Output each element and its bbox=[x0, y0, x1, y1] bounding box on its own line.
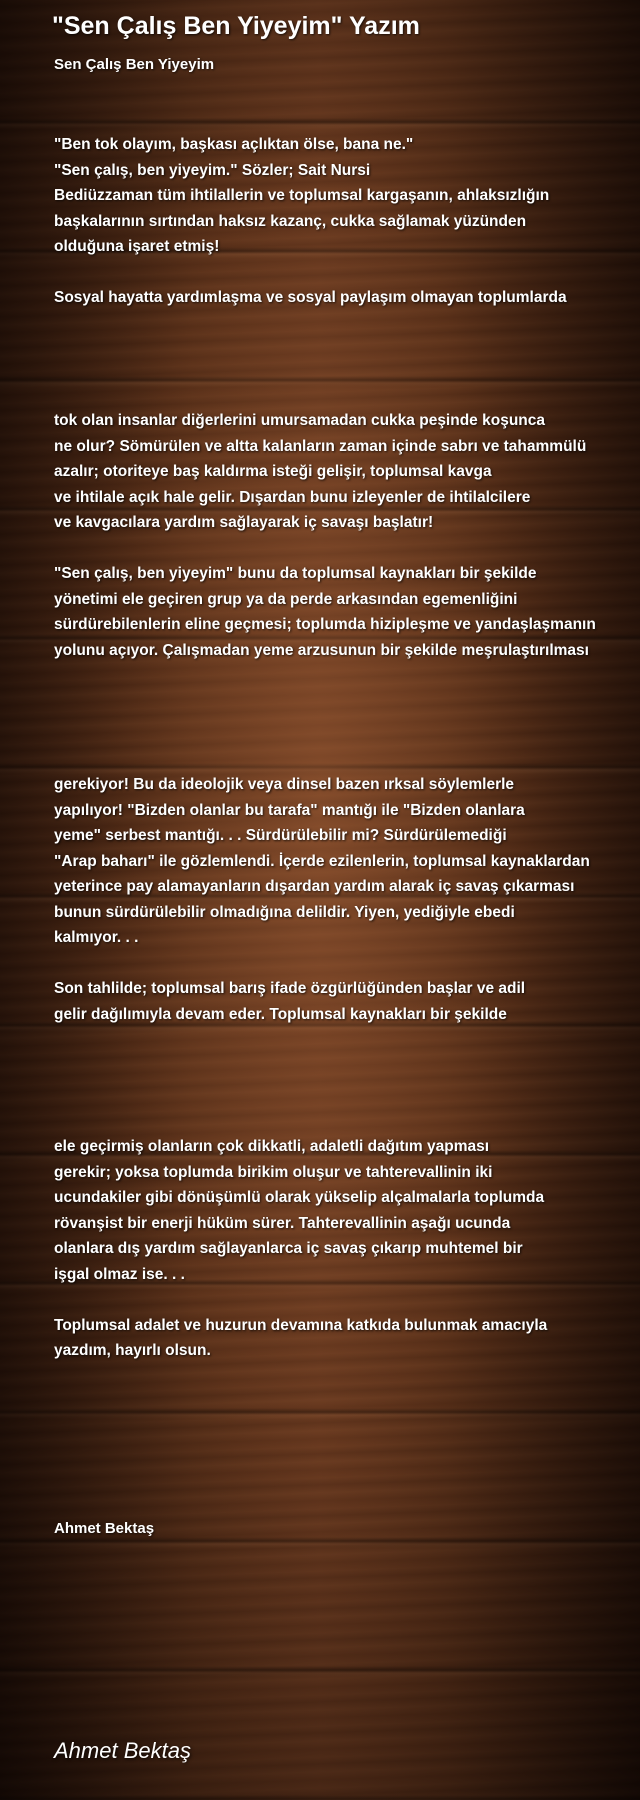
poem-line: rövanşist bir enerji hüküm sürer. Tahterevallinin aşağı ucunda bbox=[54, 1214, 511, 1232]
poem-line: ucundakiler gibi dönüşümlü olarak yükselip alçalmalarla toplumda bbox=[54, 1189, 545, 1206]
poem-line bbox=[54, 951, 634, 977]
poem-line: yazdım, hayırlı olsun. bbox=[54, 1342, 211, 1359]
poem-line: "Sen çalış, ben yiyeyim" bunu da toplumsal kaynakları bir şekilde bbox=[54, 565, 537, 582]
poem-line: "Arap baharı" ile gözlemlendi. İçerde ezilenlerin, toplumsal kaynaklardan bbox=[54, 852, 590, 870]
poem-line: olanlara dış yardım sağlayanlarca iç savaş çıkarıp muhtemel bir bbox=[54, 1240, 523, 1257]
poem-line: bunun sürdürülebilir olmadığına delildir. Yiyen, yediğiyle ebedi bbox=[54, 903, 515, 921]
poem-line: yapılıyor! "Bizden olanlar bu tarafa" mantığı ile "Bizden olanlara bbox=[54, 801, 525, 819]
poem-line: gerekiyor! Bu da ideolojik veya dinsel bazen ırksal söylemlerle bbox=[54, 776, 515, 793]
poem-line: yönetimi ele geçiren grup ya da perde arkasından egemenliğini bbox=[54, 590, 518, 608]
poem-line: ele geçirmiş olanların çok dikkatli, adaletli dağıtım yapması bbox=[54, 1138, 490, 1155]
author-signature: Ahmet Bektaş bbox=[54, 1738, 191, 1763]
poem-line: yeme" serbest mantığı. . . Sürdürülebilir mi? Sürdürülemediği bbox=[54, 827, 507, 844]
poem-stanza-3 bbox=[54, 772, 634, 1027]
poem-line bbox=[54, 1287, 634, 1313]
poem-line: ve kavgacılara yardım sağlayarak iç savaşı başlatır! bbox=[54, 514, 434, 531]
poem-line: olduğuna işaret etmiş! bbox=[54, 238, 220, 255]
poem-line: ne olur? Sömürülen ve altta kalanların zaman içinde sabrı ve tahammülü bbox=[54, 437, 587, 455]
poem-line: işgal olmaz ise. . . bbox=[54, 1265, 185, 1283]
poem-stanza-1 bbox=[54, 132, 634, 311]
poem-line: yeterince pay alamayanların dışardan yardım alarak iç savaş çıkarması bbox=[54, 878, 575, 895]
poem-line: yolunu açıyor. Çalışmadan yeme arzusunun bir şekilde meşrulaştırılması bbox=[54, 641, 589, 659]
poem-line: Son tahlilde; toplumsal barış ifade özgürlüğünden başlar ve adil bbox=[54, 980, 526, 997]
poem-line: başkalarının sırtından haksız kazanç, cukka sağlamak yüzünden bbox=[54, 212, 527, 230]
page-subtitle: Sen Çalış Ben Yiyeyim bbox=[54, 56, 215, 73]
poem-line: sürdürebilenlerin eline geçmesi; toplumda hizipleşme ve yandaşlaşmanın bbox=[54, 616, 596, 633]
poem-line bbox=[54, 260, 634, 286]
poem-line: tok olan insanlar diğerlerini umursamadan cukka peşinde koşunca bbox=[54, 412, 545, 429]
page-title: "Sen Çalış Ben Yiyeyim" Yazım bbox=[52, 12, 420, 40]
poem-line: azalır; otoriteye baş kaldırma isteği gelişir, toplumsal kavga bbox=[54, 463, 492, 480]
poem-stanza-2 bbox=[54, 408, 634, 663]
poem-line: Sosyal hayatta yardımlaşma ve sosyal paylaşım olmayan toplumlarda bbox=[54, 289, 567, 306]
poem-line: gelir dağılımıyla devam eder. Toplumsal kaynakları bir şekilde bbox=[54, 1005, 507, 1023]
author-name: Ahmet Bektaş bbox=[54, 1520, 155, 1537]
poem-line: kalmıyor. . . bbox=[54, 929, 139, 946]
poem-line: Bediüzzaman tüm ihtilallerin ve toplumsal kargaşanın, ahlaksızlığın bbox=[54, 187, 550, 204]
poem-line: ve ihtilale açık hale gelir. Dışardan bunu izleyenler de ihtilalcilere bbox=[54, 488, 531, 506]
poem-stanza-4 bbox=[54, 1134, 634, 1364]
poem-line: Toplumsal adalet ve huzurun devamına katkıda bulunmak amacıyla bbox=[54, 1316, 548, 1334]
poem-line: "Sen çalış, ben yiyeyim." Sözler; Sait Nursi bbox=[54, 161, 371, 179]
poem-line: gerekir; yoksa toplumda birikim oluşur ve tahterevallinin iki bbox=[54, 1163, 493, 1181]
poem-line bbox=[54, 536, 634, 562]
poem-line: "Ben tok olayım, başkası açlıktan ölse, bana ne." bbox=[54, 136, 414, 153]
